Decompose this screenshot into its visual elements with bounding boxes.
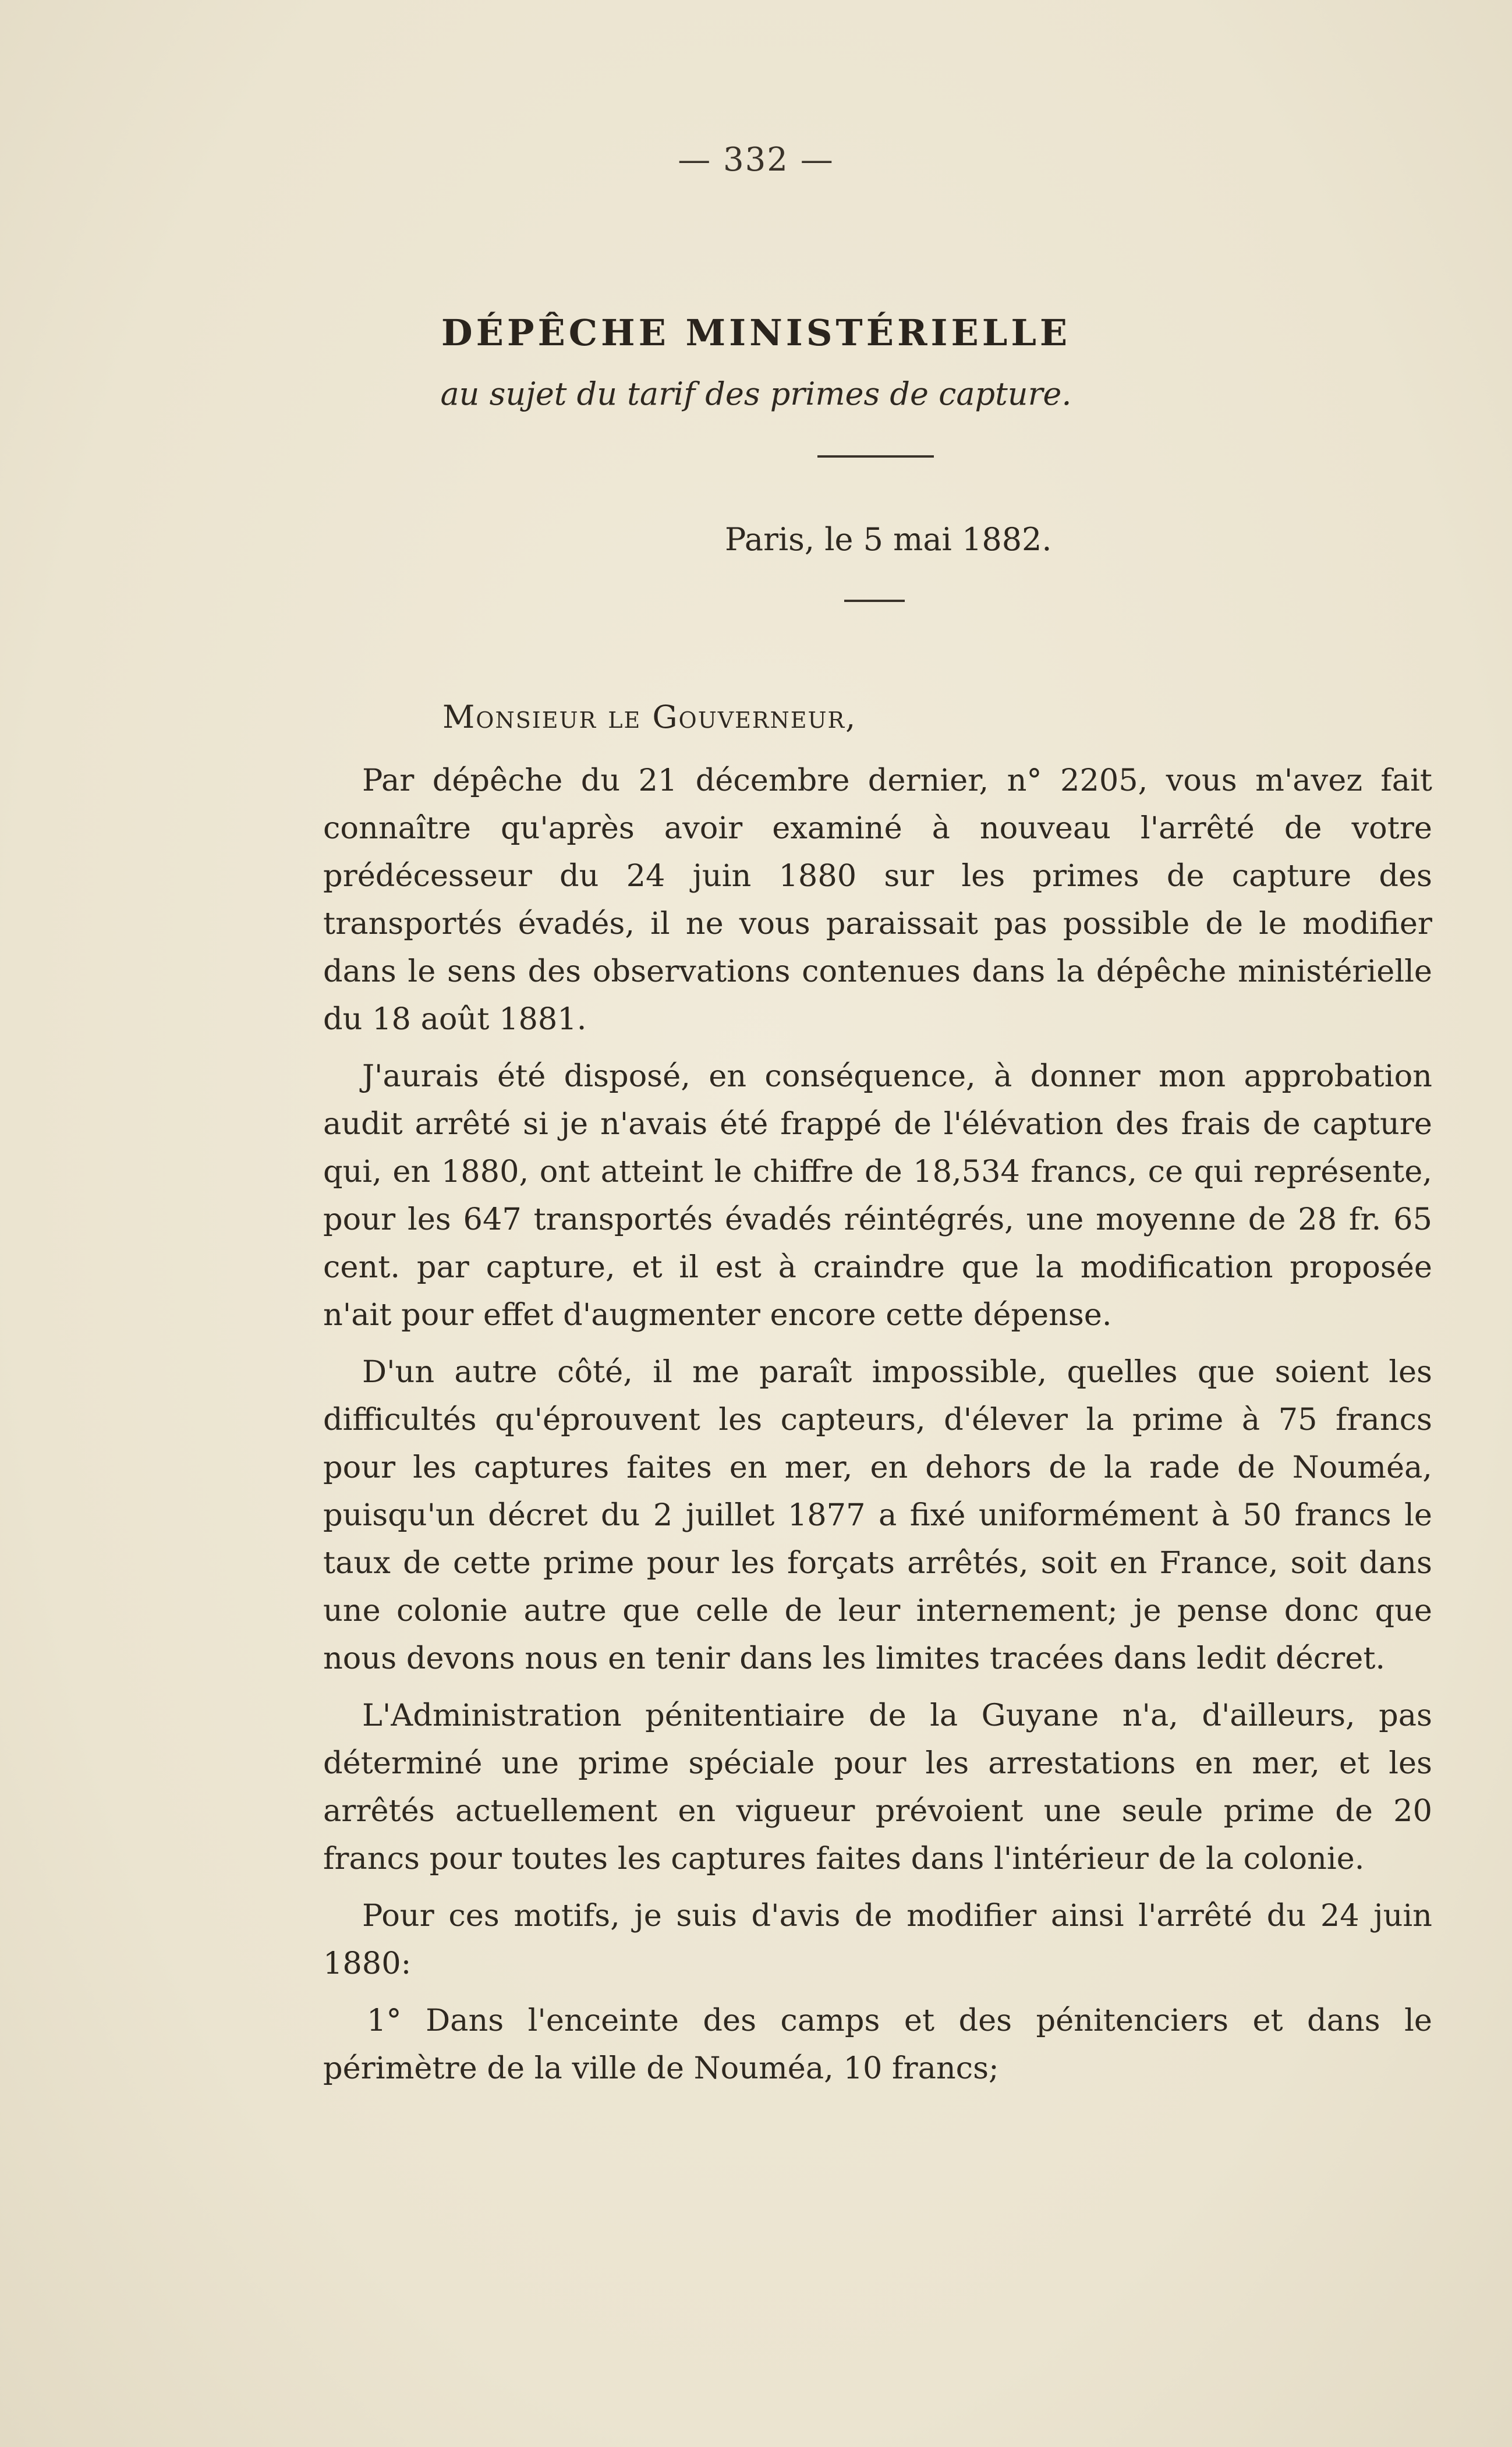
paragraph: Pour ces motifs, je suis d'avis de modifier ainsi l'arrêté du 24 juin 1880: (323, 1898, 1432, 1981)
paragraph: Par dépêche du 21 décembre dernier, n° 2205, vous m'avez fait connaître qu'après avoir examiné à nouveau l'arrêté de votre prédécesseur du 24 juin 1880 sur les primes de capture des transportés évadés, il ne vous paraissait pas possible de le modifier dans le sens des observations contenues dans la dépêche ministérielle du 18 août 1881. (323, 763, 1432, 1037)
date-line: Paris, le 5 mai 1882. (725, 521, 1052, 558)
salutation: Monsieur le Gouverneur, (442, 699, 857, 735)
document-subtitle: au sujet du tarif des primes de capture. (440, 376, 1072, 412)
paragraph: J'aurais été disposé, en conséquence, à donner mon approbation audit arrêté si je n'avais été frappé de l'élévation des frais de capture qui, en 1880, ont atteint le chiffre de 18,534 francs, ce qui représente, pour les 647 transportés évadés réintégrés, une moyenne de 28 fr. 65 cent. par capture, et il est à craindre que la modification proposée n'ait pour effet d'augmenter encore cette dépense. (323, 1058, 1432, 1333)
document-title: DÉPÊCHE MINISTÉRIELLE (441, 311, 1071, 354)
paragraph: L'Administration pénitentiaire de la Guyane n'a, d'ailleurs, pas déterminé une prime spéciale pour les arrestations en mer, et les arrêtés actuellement en vigueur prévoient une seule prime de 20 francs pour toutes les captures faites dans l'intérieur de la colonie. (323, 1698, 1432, 1876)
separator-rule (817, 455, 934, 458)
page-number: — 332 — (678, 141, 834, 179)
letter-body (323, 757, 1432, 2102)
separator-rule (844, 600, 905, 602)
article-item: 1° Dans l'enceinte des camps et des pénitenciers et dans le périmètre de la ville de Nouméa, 10 francs; (323, 2003, 1432, 2086)
paragraph: D'un autre côté, il me paraît impossible, quelles que soient les difficultés qu'éprouvent les capteurs, d'élever la prime à 75 francs pour les captures faites en mer, en dehors de la rade de Nouméa, puisqu'un décret du 2 juillet 1877 a fixé uniformément à 50 francs le taux de cette prime pour les forçats arrêtés, soit en France, soit dans une colonie autre que celle de leur internement; je pense donc que nous devons nous en tenir dans les limites tracées dans ledit décret. (323, 1354, 1432, 1676)
